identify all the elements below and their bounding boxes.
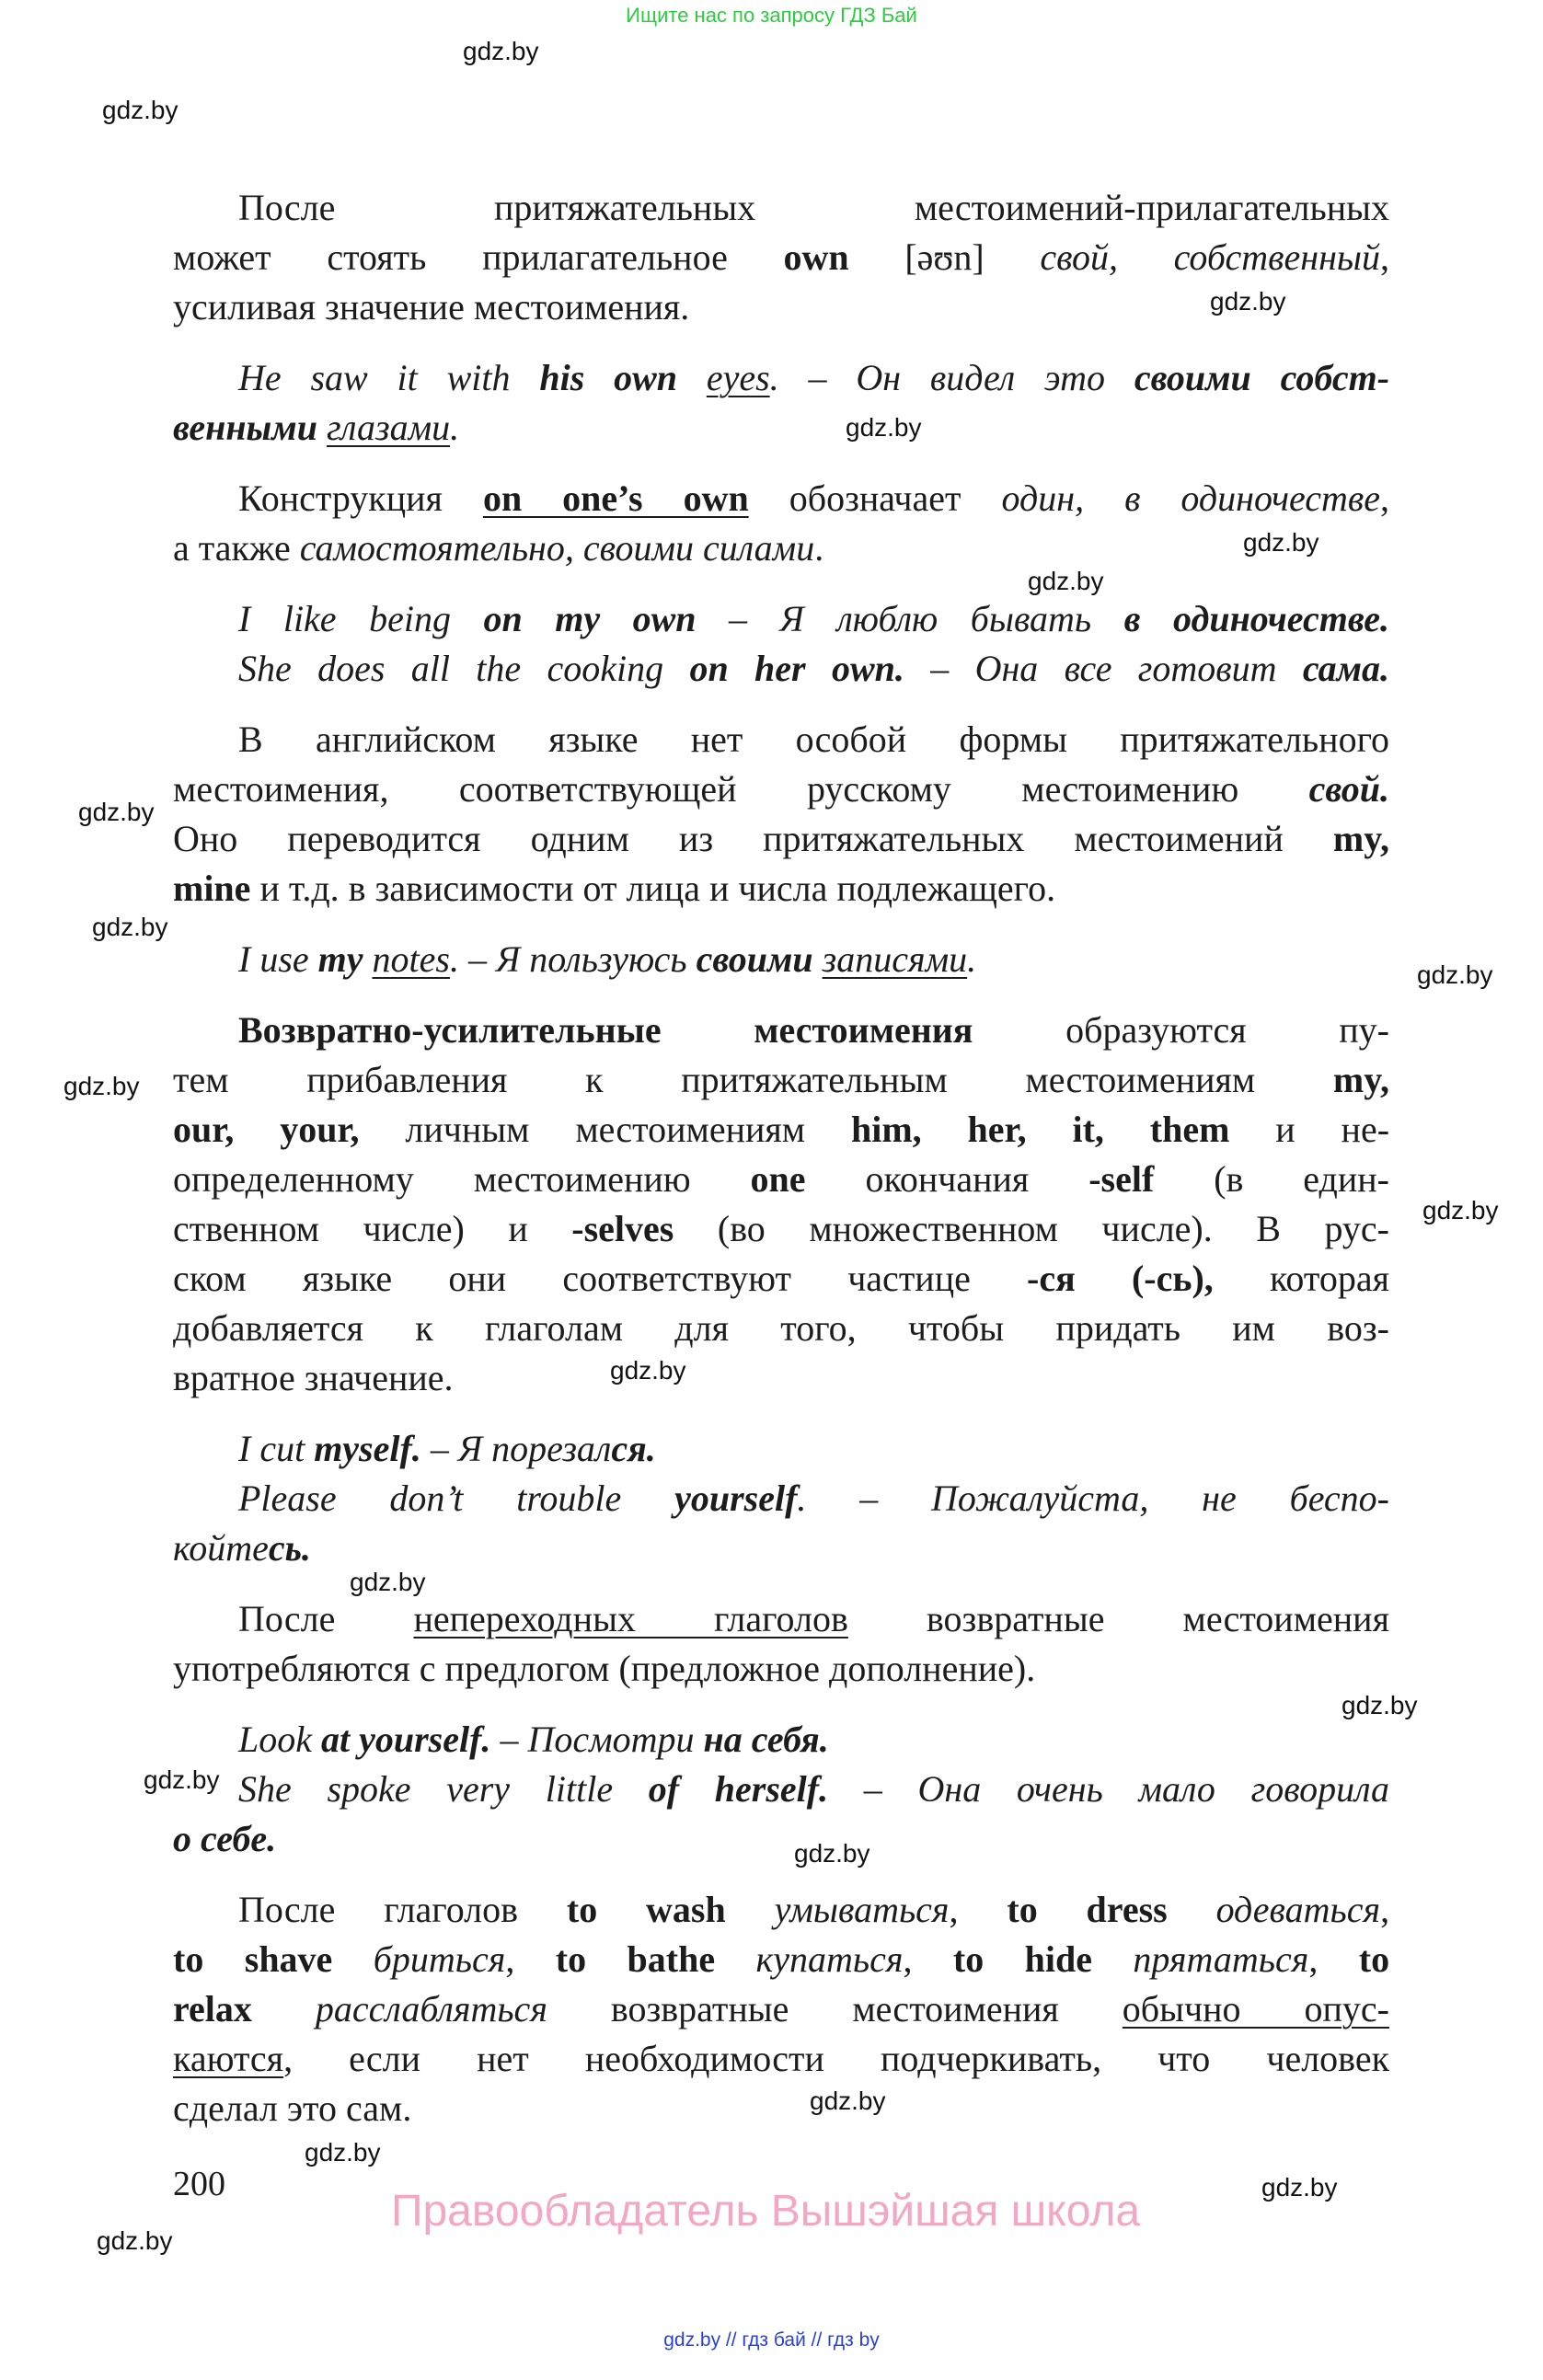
text-run: умываться (774, 1889, 950, 1930)
text-run (813, 938, 823, 980)
text-run: -ся (-сь), (1027, 1258, 1214, 1299)
text-line (173, 1984, 1389, 2034)
text-run: [əʊn] (848, 236, 1041, 278)
text-run: После притяжательных местоимений-прилагательных (238, 187, 1389, 228)
copyright-notice: Правообладатель Вышэйшая школа (390, 2187, 1141, 2236)
text-run: тем прибавления к притяжательным местоимениям (173, 1059, 1333, 1100)
text-run: , (1308, 1938, 1359, 1980)
text-run: глазами (326, 407, 451, 448)
watermark-gdz: gdz.by (1210, 287, 1286, 316)
text-run: , (1380, 1889, 1390, 1930)
watermark-gdz: gdz.by (102, 96, 178, 124)
text-run: notes (372, 938, 450, 980)
text-run: my, (1332, 818, 1389, 859)
text-run: Please don’t trouble (238, 1477, 675, 1519)
text-line (173, 1644, 1389, 1694)
text-run: mine (173, 868, 251, 909)
text-line (173, 1204, 1389, 1254)
text-line (173, 1935, 1389, 1984)
text-line (173, 1715, 1389, 1765)
text-line (173, 1523, 1389, 1573)
text-run: to shave (173, 1938, 333, 1980)
text-run: свой. (1308, 768, 1389, 810)
text-line (173, 2084, 1389, 2133)
text-run: , если нет необходимости подчеркивать, что человек (283, 2038, 1389, 2079)
text-run: ственном числе) и (173, 1208, 572, 1249)
text-run: – Я порезал (420, 1428, 612, 1469)
text-line (173, 594, 1389, 644)
watermark-gdz: gdz.by (1243, 528, 1319, 557)
text-line (173, 1594, 1389, 1644)
text-run: She does all the cooking (238, 648, 690, 689)
text-run: , (505, 1938, 556, 1980)
text-run (677, 357, 707, 398)
text-run: to dress (1007, 1889, 1168, 1930)
text-run: to wash (566, 1889, 726, 1930)
text-run: one (750, 1158, 806, 1200)
text-run: yourself (674, 1477, 798, 1519)
watermark-gdz: gdz.by (1261, 2173, 1338, 2202)
text-run: один, в одиночестве (1001, 477, 1381, 519)
text-run: может стоять прилагательное (173, 236, 784, 278)
text-run: Конструкция (238, 477, 483, 519)
text-run: . (450, 407, 460, 448)
text-run: на себя. (703, 1719, 829, 1760)
text-run: венными (173, 407, 317, 448)
bottom-site-links[interactable]: gdz.by // гдз бай // гдз by (663, 2329, 880, 2351)
text-line (173, 1254, 1389, 1304)
watermark-gdz: gdz.by (305, 2138, 381, 2167)
text-run: , (903, 1938, 953, 1980)
text-run: ском языке они соответствуют частице (173, 1258, 1028, 1299)
text-line (173, 935, 1389, 984)
text-run: him, her, it, them (850, 1109, 1230, 1150)
text-run: (в един- (1154, 1158, 1389, 1200)
text-run: койте (173, 1527, 269, 1569)
text-run: и т.д. в зависимости от лица и числа подлежащего. (250, 868, 1056, 909)
text-run (1168, 1889, 1216, 1930)
text-line (173, 474, 1389, 523)
text-run: окончания (805, 1158, 1089, 1200)
text-line (173, 814, 1389, 864)
text-run: to hide (952, 1938, 1092, 1980)
text-run: (во множественном числе). В рус- (674, 1208, 1389, 1249)
text-run: расслабляться (315, 1988, 547, 2029)
text-run (332, 1938, 373, 1980)
text-run: at yourself. (321, 1719, 491, 1760)
watermark-gdz: gdz.by (350, 1568, 426, 1596)
text-run: , (1380, 236, 1389, 278)
text-run: сь. (268, 1527, 311, 1569)
text-run: определенному местоимению (173, 1158, 751, 1200)
text-line (173, 1006, 1389, 1055)
text-line (173, 1765, 1389, 1814)
text-run: our, your, (173, 1109, 360, 1150)
text-line (173, 1474, 1389, 1523)
text-line (173, 644, 1389, 694)
text-line (173, 1885, 1389, 1935)
text-run: обозначает (748, 477, 1002, 519)
text-run: . – Пожалуйста, не беспо- (797, 1477, 1390, 1519)
text-run: обычно опус- (1122, 1988, 1389, 2029)
text-run (726, 1889, 775, 1930)
text-run: of herself. (648, 1768, 829, 1810)
watermark-gdz: gdz.by (1422, 1196, 1499, 1224)
text-line (173, 233, 1389, 282)
text-run: on her own. (689, 648, 904, 689)
text-line (173, 715, 1389, 765)
text-run: I use (238, 938, 318, 980)
text-run: одеваться (1215, 1889, 1381, 1930)
text-line (173, 353, 1389, 403)
text-run: my, (1332, 1059, 1389, 1100)
text-run: прятаться (1133, 1938, 1309, 1980)
text-run: myself. (314, 1428, 421, 1469)
text-run: сделал это сам. (173, 2087, 412, 2129)
text-run: личным местоимениям (359, 1109, 851, 1150)
text-line (173, 1055, 1389, 1105)
text-run: Look (238, 1719, 321, 1760)
text-run: -self (1088, 1158, 1155, 1200)
text-run: -selves (571, 1208, 674, 1249)
watermark-gdz: gdz.by (63, 1072, 140, 1100)
text-run: и не- (1229, 1109, 1390, 1150)
watermark-gdz: gdz.by (463, 37, 539, 65)
text-run: . – Он видел это (769, 357, 1134, 398)
text-line (173, 765, 1389, 814)
text-line (173, 1424, 1389, 1474)
watermark-gdz: gdz.by (794, 1839, 870, 1868)
text-run: ся. (611, 1428, 656, 1469)
text-run: усиливая значение местоимения. (173, 286, 690, 328)
text-run: возвратные местоимения (847, 1598, 1389, 1639)
text-run (252, 1988, 316, 2029)
text-run: – Она очень мало говорила (828, 1768, 1390, 1810)
text-run: – Я люблю бывать (696, 598, 1124, 639)
text-line (173, 523, 1389, 573)
top-search-hint[interactable]: Ищите нас по запросу ГДЗ Бай (626, 4, 917, 27)
text-run: местоимения, соответствующей русскому местоимению (173, 768, 1309, 810)
text-run: каются (173, 2038, 284, 2079)
text-run: записями (822, 938, 968, 980)
text-run: В английском языке нет особой формы притяжательного (238, 719, 1389, 760)
text-run: свой, собственный (1040, 236, 1380, 278)
text-run: I cut (238, 1428, 315, 1469)
text-line (173, 1105, 1389, 1155)
watermark-gdz: gdz.by (144, 1765, 220, 1794)
text-run: После глаголов (238, 1889, 567, 1930)
text-line (173, 1155, 1389, 1204)
text-run: on one’s own (482, 477, 749, 519)
watermark-gdz: gdz.by (78, 798, 155, 826)
text-run: После (238, 1598, 414, 1639)
text-run: . (967, 938, 977, 980)
text-run: to bathe (555, 1938, 716, 1980)
text-run: которая (1213, 1258, 1389, 1299)
text-run: . – Я пользуюсь (449, 938, 697, 980)
text-run: He saw it with (238, 357, 540, 398)
text-run: возвратные местоимения (547, 1988, 1123, 2029)
text-run: о себе. (173, 1818, 277, 1859)
text-run: непереходных глаголов (413, 1598, 848, 1639)
text-run: своими (696, 938, 813, 980)
watermark-gdz: gdz.by (97, 2226, 173, 2255)
text-run: She spoke very little (238, 1768, 649, 1810)
text-run: вратное значение. (173, 1357, 454, 1398)
watermark-gdz: gdz.by (92, 913, 168, 941)
text-run: самостоятельно, своими силами (299, 527, 815, 569)
watermark-gdz: gdz.by (1341, 1691, 1418, 1719)
text-line (173, 1814, 1389, 1864)
watermark-gdz: gdz.by (846, 413, 922, 442)
text-run: my (317, 938, 363, 980)
text-run: – Она все готовит (904, 648, 1303, 689)
text-line (173, 403, 1389, 453)
text-run: to (1358, 1938, 1390, 1980)
text-run (1092, 1938, 1133, 1980)
text-run: . (814, 527, 824, 569)
text-run: в одиночестве. (1123, 598, 1389, 639)
text-run: Оно переводится одним из притяжательных местоимений (173, 818, 1333, 859)
text-run: his own (539, 357, 678, 398)
text-run: own (783, 236, 849, 278)
page-number: 200 (173, 2165, 225, 2203)
text-line (173, 1353, 1389, 1403)
text-run: а также (173, 527, 300, 569)
text-run: образуются пу- (973, 1009, 1389, 1051)
text-line (173, 2034, 1389, 2084)
text-run: relax (173, 1988, 252, 2029)
text-run: , (1380, 477, 1390, 519)
text-run: сама. (1302, 648, 1389, 689)
text-run: добавляется к глаголам для того, чтобы придать им воз- (173, 1307, 1389, 1349)
text-run: своими собст- (1134, 357, 1390, 398)
text-line (173, 183, 1389, 233)
text-run: купаться (755, 1938, 904, 1980)
text-run: , (949, 1889, 1008, 1930)
text-run: употребляются с предлогом (предложное дополнение). (173, 1648, 1036, 1689)
text-line (173, 282, 1389, 332)
text-run: Возвратно-усилительные местоимения (238, 1009, 973, 1051)
text-line (173, 1304, 1389, 1353)
watermark-gdz: gdz.by (1028, 567, 1104, 595)
watermark-gdz: gdz.by (1417, 960, 1493, 989)
text-run: on my own (483, 598, 697, 639)
text-run: eyes (706, 357, 770, 398)
text-run (715, 1938, 755, 1980)
watermark-gdz: gdz.by (810, 2087, 886, 2115)
text-run (363, 938, 373, 980)
text-line (173, 864, 1389, 914)
text-run: I like being (238, 598, 484, 639)
watermark-gdz: gdz.by (610, 1356, 686, 1385)
text-run: – Посмотри (490, 1719, 704, 1760)
text-run (317, 407, 327, 448)
text-run: бриться (373, 1938, 506, 1980)
